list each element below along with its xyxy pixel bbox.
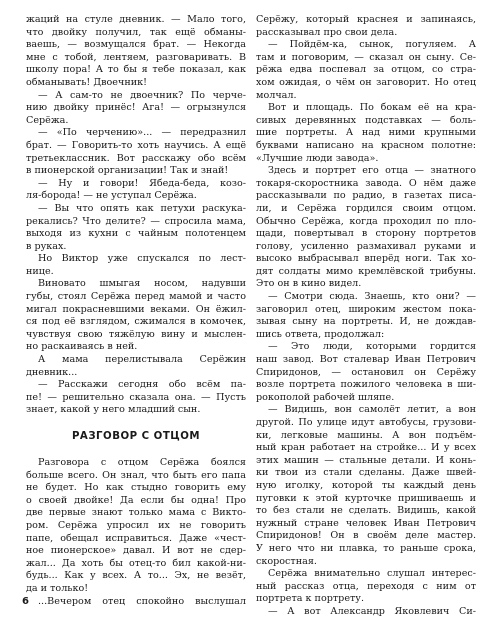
- text-line: то без стали не сделать. Видишь, какой: [256, 505, 476, 517]
- text-line: Вот и площадь. По бокам её на кра-: [268, 102, 476, 114]
- text-line: возле портрета пожилого человека в ши-: [256, 379, 476, 391]
- text-line: третьеклассник. Вот расскажу обо всём: [26, 152, 246, 164]
- text-line: рёжа едва поспевал за отцом, со стра-: [256, 64, 476, 76]
- left-text-block-after-heading: [26, 457, 246, 608]
- text-line: ся под её взглядом, сжимался в комочек,: [26, 316, 246, 328]
- text-line: школу пора! А то бы я тебе показал, как: [26, 64, 246, 76]
- text-line: буквами написано на красном полотне:: [256, 139, 476, 151]
- text-line: — Видишь, вон самолёт летит, а вон: [268, 404, 476, 416]
- text-line: Обычно Серёжа, когда проходил по пло-: [256, 215, 476, 227]
- text-line: другой. По улице идут автобусы, грузови-: [256, 417, 476, 428]
- right-text-block: [256, 14, 476, 619]
- text-line: ром. Серёжа упросил их не говорить: [26, 519, 246, 531]
- section-heading: РАЗГОВОР С ОТЦОМ: [71, 431, 201, 442]
- text-line: скоростная.: [256, 555, 317, 567]
- text-line: Спиридонов, — остановил он Серёжу: [256, 366, 476, 378]
- text-line: пуговки к этой курточке пришиваешь и: [256, 492, 476, 504]
- text-line: хом ожидая, о чём он заговорит. Но отец: [256, 76, 476, 88]
- text-line: нию двойку принёс! Ага! — огрызнулся: [26, 102, 246, 114]
- text-line: Серёжу, который краснея и запинаясь,: [256, 14, 476, 25]
- text-line: — Расскажи сегодня обо всём па-: [38, 379, 246, 391]
- text-line: нице.: [26, 265, 54, 277]
- text-line: дневник...: [26, 366, 78, 378]
- text-line: ки, легковые машины. А вон подъём-: [256, 429, 476, 441]
- text-line: две первые знают только мама с Викто-: [26, 507, 246, 519]
- left-text-block: [26, 14, 246, 417]
- text-line: брат. — Говорить-то хоть научись. А ещё: [26, 139, 246, 151]
- text-line: «Лучшие люди завода».: [256, 152, 379, 164]
- text-line: высоко выбрасывал вперёд ноги. Так хо-: [256, 253, 476, 265]
- text-line: рокополой рабочей шляпе.: [256, 391, 395, 403]
- text-line: ли, и Серёжа гордился своим отцом.: [256, 202, 476, 214]
- text-line: портрета к портрету.: [256, 593, 364, 605]
- text-line: жаций на стуле дневник. — Мало того,: [26, 14, 246, 25]
- text-line: — Это люди, которыми гордится: [268, 341, 476, 353]
- text-line: Это он в кино видел.: [256, 278, 362, 290]
- text-line: заговорил отец, широким жестом пока-: [256, 303, 476, 315]
- text-line: рассказывал про свои дела.: [256, 26, 398, 38]
- text-line: чувствуя свою тяжёлую вину и мыслен-: [26, 328, 246, 340]
- text-line: папе, обещал исправиться. Даже «чест-: [26, 532, 246, 544]
- text-line: Спиридонов! Он в своём деле мастер.: [256, 530, 476, 542]
- text-line: пе! — решительно сказала она. — Пусть: [26, 391, 246, 403]
- right-column: [256, 14, 476, 619]
- text-line: в пионерской организации! Так и знай!: [26, 165, 229, 177]
- text-line: рекались? Что делите? — спросила мама,: [26, 215, 246, 227]
- text-line: в руках.: [26, 240, 67, 252]
- text-line: мигал покрасневшими веками. Он ёжил-: [26, 303, 246, 315]
- text-line: но раскаиваясь в ней.: [26, 341, 138, 353]
- text-line: Но Виктор уже спускался по лест-: [38, 253, 246, 265]
- text-line: молчал.: [256, 89, 297, 101]
- text-line: не будет. Но как стыдно говорить ему: [26, 482, 246, 494]
- text-line: ную иголку, которой ты каждый день: [256, 479, 476, 491]
- text-line: выходя из кухни с чайным полотенцем: [26, 228, 246, 240]
- text-line: да и только!: [26, 582, 89, 594]
- text-line: губы, стоял Серёжа перед мамой и часто: [26, 291, 246, 303]
- text-line: — Вы что опять как петухи раскука-: [38, 202, 246, 214]
- text-line: там и поговорим, — сказал он сыну. Се-: [256, 51, 476, 63]
- text-line: Разговора с отцом Серёжа боялся: [38, 457, 246, 468]
- text-line: ...Вечером отец спокойно выслушал: [38, 595, 246, 607]
- text-line: — Пойдём-ка, сынок, погуляем. А: [268, 39, 476, 51]
- text-line: обманывать! Двоечник!: [26, 76, 147, 88]
- text-line: больше всего. Он знал, что быть его папа: [26, 469, 246, 481]
- text-line: зывая сыну на портреты. И, не дождав-: [256, 316, 476, 328]
- text-line: шие портреты. А над ними крупными: [256, 127, 476, 139]
- text-line: У него что ни плавка, то раньше срока,: [256, 542, 476, 554]
- text-line: дят солдаты мимо кремлёвской трибуны.: [256, 265, 476, 277]
- text-line: этих машин — стальные детали. И конь-: [256, 454, 476, 466]
- text-line: рассказывали по радио, в газетах писа-: [256, 190, 476, 202]
- text-line: Виновато шмыгая носом, надувши: [38, 278, 246, 290]
- text-line: шись ответа, продолжал:: [256, 328, 385, 340]
- left-column: [26, 14, 246, 608]
- text-line: Здесь и портрет его отца — знатного: [268, 165, 476, 177]
- text-line: ля-борода! — не уступал Серёжа.: [26, 190, 197, 202]
- text-line: мне с тобой, лентяем, разговаривать. В: [26, 51, 246, 63]
- text-line: — А вот Александр Яковлевич Си-: [268, 605, 476, 617]
- text-line: голову, усиленно размахивал руками и: [256, 240, 476, 252]
- text-line: нужный стране человек Иван Петрович: [256, 517, 476, 529]
- text-line: щади, повертывал в сторону портретов: [256, 228, 476, 240]
- text-line: о своей двойке! Да если бы одна! Про: [26, 494, 246, 506]
- text-line: что двойку получил, так ещё обманы-: [26, 26, 246, 38]
- text-line: Серёжа.: [26, 114, 69, 126]
- text-line: ваешь, — возмущался брат. — Некогда: [26, 39, 246, 51]
- text-line: ки твои из стали сделаны. Даже швей-: [256, 467, 476, 479]
- text-line: ный рассказ отца, переходя с ним от: [256, 580, 476, 592]
- text-line: будь... Как у всех. А то... Эх, не везёт,: [26, 570, 246, 582]
- text-line: — «По черчению»... — передразнил: [38, 127, 246, 139]
- text-line: — Смотри сюда. Знаешь, кто они? —: [268, 291, 476, 303]
- text-line: — Ну и говори! Ябеда-беда, козо-: [38, 177, 246, 189]
- text-line: жал... Да хоть бы отец-то бил какой-ни-: [26, 557, 246, 569]
- text-line: ное пионерское» давал. И вот не сдер-: [26, 545, 246, 557]
- page-number: 6: [22, 596, 29, 607]
- text-line: — А сам-то не двоечник? По черче-: [38, 89, 246, 101]
- text-line: знает, какой у него младший сын.: [26, 404, 201, 416]
- text-line: наш завод. Вот сталевар Иван Петрович: [256, 354, 476, 366]
- text-line: ный кран работает на стройке... И у всех: [256, 442, 476, 454]
- text-line: сивых деревянных подставках — боль-: [256, 114, 476, 126]
- text-line: Серёжа внимательно слушал интерес-: [268, 568, 476, 580]
- text-line: А мама перелистывала Серёжин: [38, 354, 246, 366]
- text-line: токаря-скоростника завода. О нём даже: [256, 177, 476, 189]
